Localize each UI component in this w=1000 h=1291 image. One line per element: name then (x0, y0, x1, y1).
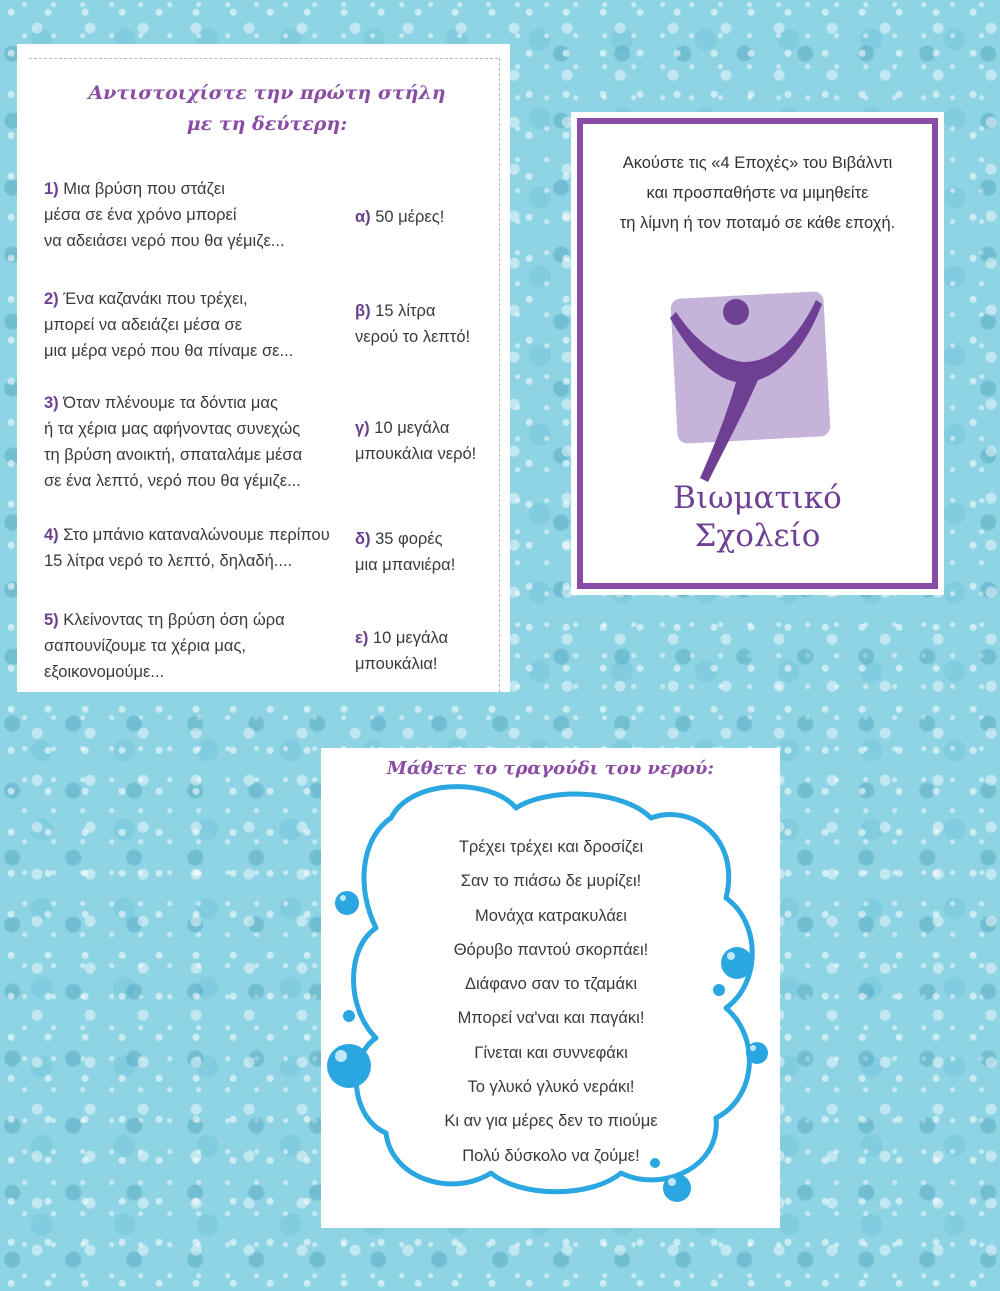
answer-item (355, 526, 495, 578)
matching-title-line: με τη δεύτερη: (186, 113, 348, 135)
song-line: Τρέχει τρέχει και δροσίζει (458, 838, 644, 856)
water-song-card (321, 748, 780, 1228)
question-number: 3) (44, 394, 59, 412)
bubble-icon (327, 1044, 371, 1088)
answer-line (355, 298, 495, 324)
answer-letter: β) (355, 302, 371, 320)
logo-word-2: Σχολείο (694, 518, 821, 554)
answer-letter: ε) (355, 629, 369, 647)
question-item (44, 176, 344, 254)
question-item (44, 286, 344, 364)
question-line: σαπουνίζουμε τα χέρια μας, (44, 637, 246, 655)
answer-item (355, 415, 495, 467)
bubble-icon (746, 1042, 768, 1064)
bubble-icon (335, 891, 359, 915)
question-text: Μια βρύση που στάζει (63, 180, 225, 198)
question-text: Όταν πλένουμε τα δόντια μας (63, 394, 278, 412)
vivaldi-card (571, 112, 944, 595)
answer-line (355, 204, 495, 230)
bubble-icon (343, 1010, 355, 1022)
answer-text: 35 φορές (375, 530, 443, 548)
answer-line (355, 625, 495, 651)
vivaldi-line: τη λίμνη ή τον ποταμό σε κάθε εποχή. (619, 214, 896, 232)
answer-line: μπουκάλια νερό! (355, 445, 477, 463)
song-line: Πολύ δύσκολο να ζούμε! (462, 1146, 640, 1165)
vivaldi-instructions (587, 148, 928, 238)
answer-text: 10 μεγάλα (372, 629, 449, 647)
question-number: 1) (44, 180, 59, 198)
answer-line (355, 526, 495, 552)
answer-item (355, 298, 495, 350)
question-line: σε ένα λεπτό, νερό που θα γέμιζε... (44, 472, 301, 490)
answer-letter: δ) (355, 530, 371, 548)
bubble-icon (663, 1174, 691, 1202)
question-line: 15 λίτρα νερό το λεπτό, δηλαδή.... (44, 552, 293, 570)
logo-word-1: Βιωματικό (673, 480, 842, 516)
cut-line-right (499, 58, 500, 692)
question-number: 5) (44, 611, 59, 629)
matching-title-line: Αντιστοιχίστε την πρώτη στήλη (88, 82, 446, 104)
question-text: Κλείνοντας τη βρύση όση ώρα (63, 611, 285, 629)
question-line (44, 607, 344, 633)
question-line: μια μέρα νερό που θα πίναμε σε... (44, 342, 294, 360)
answer-item (355, 625, 495, 677)
question-line: μπορεί να αδειάζει μέσα σε (44, 316, 243, 334)
answer-letter: α) (355, 208, 371, 226)
answer-line: μπουκάλια! (355, 655, 438, 673)
question-item (44, 522, 344, 574)
question-line (44, 390, 344, 416)
vivaldi-line: Ακούστε τις «4 Εποχές» του Βιβάλντι (622, 154, 893, 172)
question-line: τη βρύση ανοικτή, σπαταλάμε μέσα (44, 446, 303, 464)
song-line: Γίνεται και συννεφάκι (474, 1043, 628, 1062)
answer-letter: γ) (355, 419, 370, 437)
song-line: Το γλυκό γλυκό νεράκι! (467, 1078, 635, 1097)
question-text: Στο μπάνιο καταναλώνουμε περίπου (63, 526, 330, 544)
song-line: Μονάχα κατρακυλάει (475, 906, 627, 925)
matching-title (77, 78, 457, 140)
song-title: Μάθετε το τραγούδι του νερού: (386, 758, 715, 779)
song-line: Μπορεί να'ναι και παγάκι! (457, 1009, 645, 1028)
question-text: Ένα καζανάκι που τρέχει, (63, 290, 248, 308)
answer-line: νερού το λεπτό! (355, 328, 471, 346)
question-number: 2) (44, 290, 59, 308)
vivaldi-line: και προσπαθήστε να μιμηθείτε (646, 184, 869, 202)
song-lyrics (381, 830, 721, 1173)
question-number: 4) (44, 526, 59, 544)
question-line (44, 176, 344, 202)
song-line: Σαν το πιάσω δε μυρίζει! (460, 872, 642, 891)
question-item (44, 390, 344, 494)
question-line (44, 522, 344, 548)
question-line: μέσα σε ένα χρόνο μπορεί (44, 206, 237, 224)
question-line: εξοικονομούμε... (44, 663, 165, 681)
question-line: να αδειάσει νερό που θα γέμιζε... (44, 232, 285, 250)
answer-text: 15 λίτρα (375, 302, 436, 320)
answer-line (355, 415, 495, 441)
question-line (44, 286, 344, 312)
cut-line-top (29, 58, 498, 59)
question-item (44, 607, 344, 685)
answer-text: 50 μέρες! (375, 208, 445, 226)
song-line: Κι αν για μέρες δεν το πιούμε (444, 1112, 658, 1131)
person-figure-icon (666, 282, 836, 492)
bubble-icon (721, 947, 753, 979)
answer-item (355, 204, 495, 230)
answer-line: μια μπανιέρα! (355, 556, 456, 574)
question-line: ή τα χέρια μας αφήνοντας συνεχώς (44, 420, 301, 438)
song-line: Θόρυβο παντού σκορπάει! (453, 940, 649, 959)
answer-text: 10 μεγάλα (374, 419, 450, 437)
matching-exercise-card (17, 44, 510, 692)
song-line: Διάφανο σαν το τζαμάκι (464, 975, 638, 994)
